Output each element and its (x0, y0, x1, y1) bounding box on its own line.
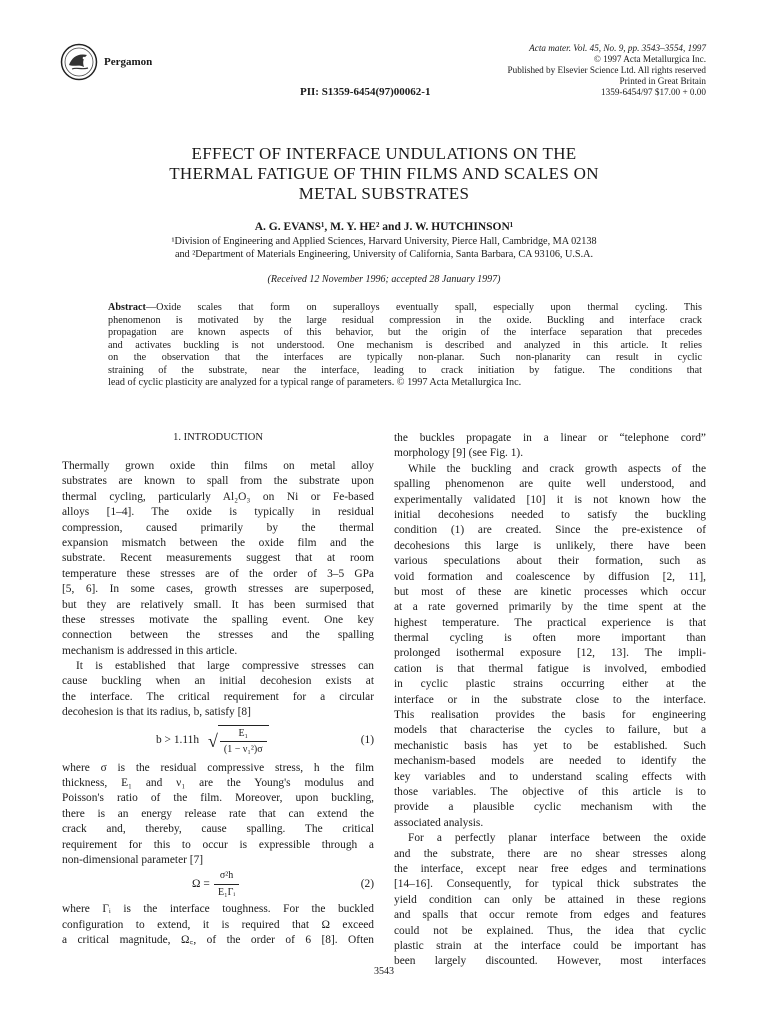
text-line: cause buckling when an initial decohesion exists at (62, 675, 374, 688)
eq1-numerator: E₁ (220, 726, 267, 742)
text-line: but most of these are kinetic processes which occur (394, 585, 706, 598)
text-line: substrates are known to spall from the substrate upon (62, 475, 374, 488)
text-line: highest temperature. The practical experience is that (394, 616, 706, 629)
left-column (62, 431, 374, 949)
abstract-line: lead of cyclic plasticity are analyzed for a typical range of parameters. © 1997 Acta Metallurgica Inc. (108, 377, 522, 388)
abstract-line: propagation are known aspects of this behavior, but the origin of the interface separation that precedes (108, 327, 702, 338)
text-line: and spalls that occur remote from edges and features (394, 909, 706, 922)
journal-issn: 1359-6454/97 $17.00 + 0.00 (601, 87, 706, 97)
text-line: mechanism is addressed in this article. (62, 644, 238, 657)
journal-copyright: © 1997 Acta Metallurgica Inc. (593, 54, 706, 64)
text-line: [5, 6]. In some cases, growth stresses are superposed, (62, 583, 374, 596)
equation-2 (62, 868, 374, 902)
text-line: connection between the stresses and the spalling (62, 629, 374, 642)
text-line: where Γᵢ is the interface toughness. For the buckled (62, 903, 374, 916)
text-line: requirement for this to occur is expressible through a (62, 838, 374, 851)
text-line: at a rate governed primarily by the time spent at the (394, 601, 706, 614)
abstract-line: on the observation that the interfaces are typically non-planar. Such non-planarity can result in cyclic (108, 352, 702, 363)
abstract-line: —Oxide scales that form on superalloys eventually spall, especially upon thermal cycling. This (145, 302, 702, 313)
eq2-denominator: E₁Γᵢ (218, 886, 236, 898)
text-line: the interface. The critical requirement for a circular (62, 690, 374, 703)
text-line: void formation and coalescence by diffusion [2, 11], (394, 570, 706, 583)
paragraph (394, 431, 706, 462)
text-line: associated analysis. (394, 816, 484, 829)
eq1-lhs: b > 1.11h (156, 733, 200, 746)
text-line: interface or in the substrate close to the interface. (394, 693, 706, 706)
eq1-number: (1) (360, 733, 374, 746)
text-line: plastic strain at the interface could be important has (394, 939, 706, 952)
text-line: the buckles propagate in a linear or “telephone cord” (394, 432, 706, 444)
text-line: been largely discounted. However, most interfaces (394, 955, 706, 968)
text-line: non-dimensional parameter [7] (62, 853, 204, 866)
paragraph (62, 659, 374, 721)
text-line: a critical magnitude, Ω꜀, of the order of 6 [8]. Often (62, 934, 374, 947)
eq2-rhs (214, 868, 239, 900)
text-line: the interface, except near free edges and terminations (394, 862, 706, 875)
text-line: It is established that large compressive stresses can (76, 660, 374, 673)
paragraph (62, 459, 374, 659)
section-heading: 1. INTRODUCTION (173, 432, 263, 443)
eq2-numerator: σ²h (214, 868, 239, 884)
paragraph (62, 902, 374, 948)
text-line: yield condition can only be attained in these regions (394, 893, 706, 906)
text-line: decohesion is that its radius, b, satisfy [8] (62, 706, 251, 719)
text-line: substrate. Recent measurements suggest that at room (62, 552, 374, 565)
text-line: there is an energy release rate that can extend the (62, 807, 374, 820)
text-line: alloys [1–4]. The oxide is typically in residual (62, 506, 374, 519)
journal-info (507, 43, 706, 98)
text-line: these stresses motivate the spalling event. One key (62, 613, 374, 626)
equation-1 (62, 721, 374, 761)
affiliations (0, 236, 768, 261)
text-line: temperature these stresses are of the order of 3–5 GPa (62, 567, 374, 580)
received-dates: (Received 12 November 1996; accepted 28 January 1997) (267, 274, 501, 285)
abstract-line: straining of the substrate, near the interface, leading to crack initiation by fatigue. The conditions that (108, 364, 702, 376)
title-line: EFFECT OF INTERFACE UNDULATIONS ON THE (191, 144, 577, 163)
eq2-lhs: Ω = (192, 878, 210, 891)
eq1-denominator: (1 − ν₁²)σ (223, 744, 263, 756)
text-line: spalling phenomenon are quite well understood, and (394, 478, 706, 491)
journal-printed: Printed in Great Britain (619, 76, 706, 86)
text-line: mechanism-based models are needed to identify the (394, 755, 706, 768)
text-line: provide a plausible cyclic mechanism with the (394, 801, 706, 814)
text-line: various speculations about their formation, such as (394, 555, 706, 568)
text-line: those variables. The objective of this article is to (394, 785, 706, 798)
paragraph (62, 761, 374, 869)
text-line: This realisation provides the basis for engineering (394, 709, 706, 722)
abstract-line: phenomenon is motivated by the large residual compression in the oxide. Buckling and interface crack (108, 314, 702, 326)
text-line: [14–16]. Consequently, for typical thick substrates the (394, 878, 706, 891)
journal-citation: Acta mater. Vol. 45, No. 9, pp. 3543–3554, 1997 (529, 43, 706, 53)
affiliation-line: and ²Department of Materials Engineering, University of California, Santa Barbara, CA 93106, U.S.A. (174, 248, 594, 260)
abstract (108, 302, 702, 390)
text-line: cation is that thermal fatigue is involved, embodied (394, 662, 706, 675)
title-line: THERMAL FATIGUE OF THIN FILMS AND SCALES ON (169, 164, 599, 183)
eq2-number: (2) (360, 878, 374, 891)
text-line: compression, caused primarily by the thermal (62, 521, 374, 534)
text-line: initial decohesions needed to satisfy the buckling (394, 508, 706, 521)
abstract-line: and activates buckling is not understood. One mechanism is described and analyzed in this article. It relies (108, 339, 702, 351)
text-line: configuration to extend, it is required that Ω exceed (62, 918, 374, 931)
pii-identifier: PII: S1359-6454(97)00062-1 (300, 86, 431, 98)
text-line: in cyclic plastic strains occurring either at the (394, 678, 706, 691)
article-title (0, 144, 768, 204)
text-line: expansion mismatch between the oxide film and the (62, 536, 374, 549)
text-line: thermal cycling, particularly Al₂O₃ on Ni or Fe-based (62, 490, 374, 503)
journal-publisher: Published by Elsevier Science Ltd. All rights reserved (507, 65, 706, 75)
eq1-rhs: √ $\frac{\text{E₁}}{\text{(1 − ν₁²)σ}}$ (208, 725, 269, 758)
text-line: condition (1) are created. Since the pre-existence of (394, 524, 706, 537)
text-line: Poisson's ratio of the film. Moreover, upon buckling, (62, 792, 374, 805)
text-line: crack and, thereby, cause spalling. The critical (62, 823, 374, 836)
text-line: Thermally grown oxide thin films on metal alloy (62, 460, 374, 472)
text-line: experimentally validated [10] it is not known how the (394, 493, 706, 506)
text-line: prolonged isothermal exposure [12, 13]. The impli- (394, 647, 706, 660)
affiliation-line: ¹Division of Engineering and Applied Sciences, Harvard University, Pierce Hall, Cambridge, MA 02138 (171, 236, 597, 247)
authors: A. G. EVANS¹, M. Y. HE² and J. W. HUTCHINSON¹ (254, 221, 514, 233)
text-line: where σ is the residual compressive stress, h the film (62, 761, 374, 774)
text-line: For a perfectly planar interface between the oxide (408, 832, 706, 845)
text-line: While the buckling and crack growth aspects of the (408, 462, 706, 475)
title-line: METAL SUBSTRATES (298, 184, 470, 203)
text-line: mechanistic basis has yet to be established. Such (394, 739, 706, 752)
text-line: and the substrate, there are no shear stresses along (394, 847, 706, 860)
text-line: could not be explained. Thus, the idea that cyclic (394, 924, 706, 937)
text-line: decohesions this large is unlikely, there have been (394, 539, 706, 552)
text-line: thermal cycling is often more important than (394, 632, 706, 645)
text-line: models that characterise the cycles to failure, but a (394, 724, 706, 737)
pergamon-logo (60, 43, 98, 81)
page-number: 3543 (374, 966, 394, 977)
text-line: thickness, E₁ and ν₁ are the Young's modulus and (62, 777, 374, 790)
abstract-label: Abstract (108, 302, 146, 313)
paragraph (394, 462, 706, 831)
text-line: key variables and to understand scaling effects with (394, 770, 706, 783)
publisher-name: Pergamon (104, 56, 153, 68)
text-line: morphology [9] (see Fig. 1). (394, 447, 524, 460)
paragraph (394, 831, 706, 970)
right-column (394, 431, 706, 970)
text-line: but they are relatively small. It has been surmised that (62, 598, 374, 611)
